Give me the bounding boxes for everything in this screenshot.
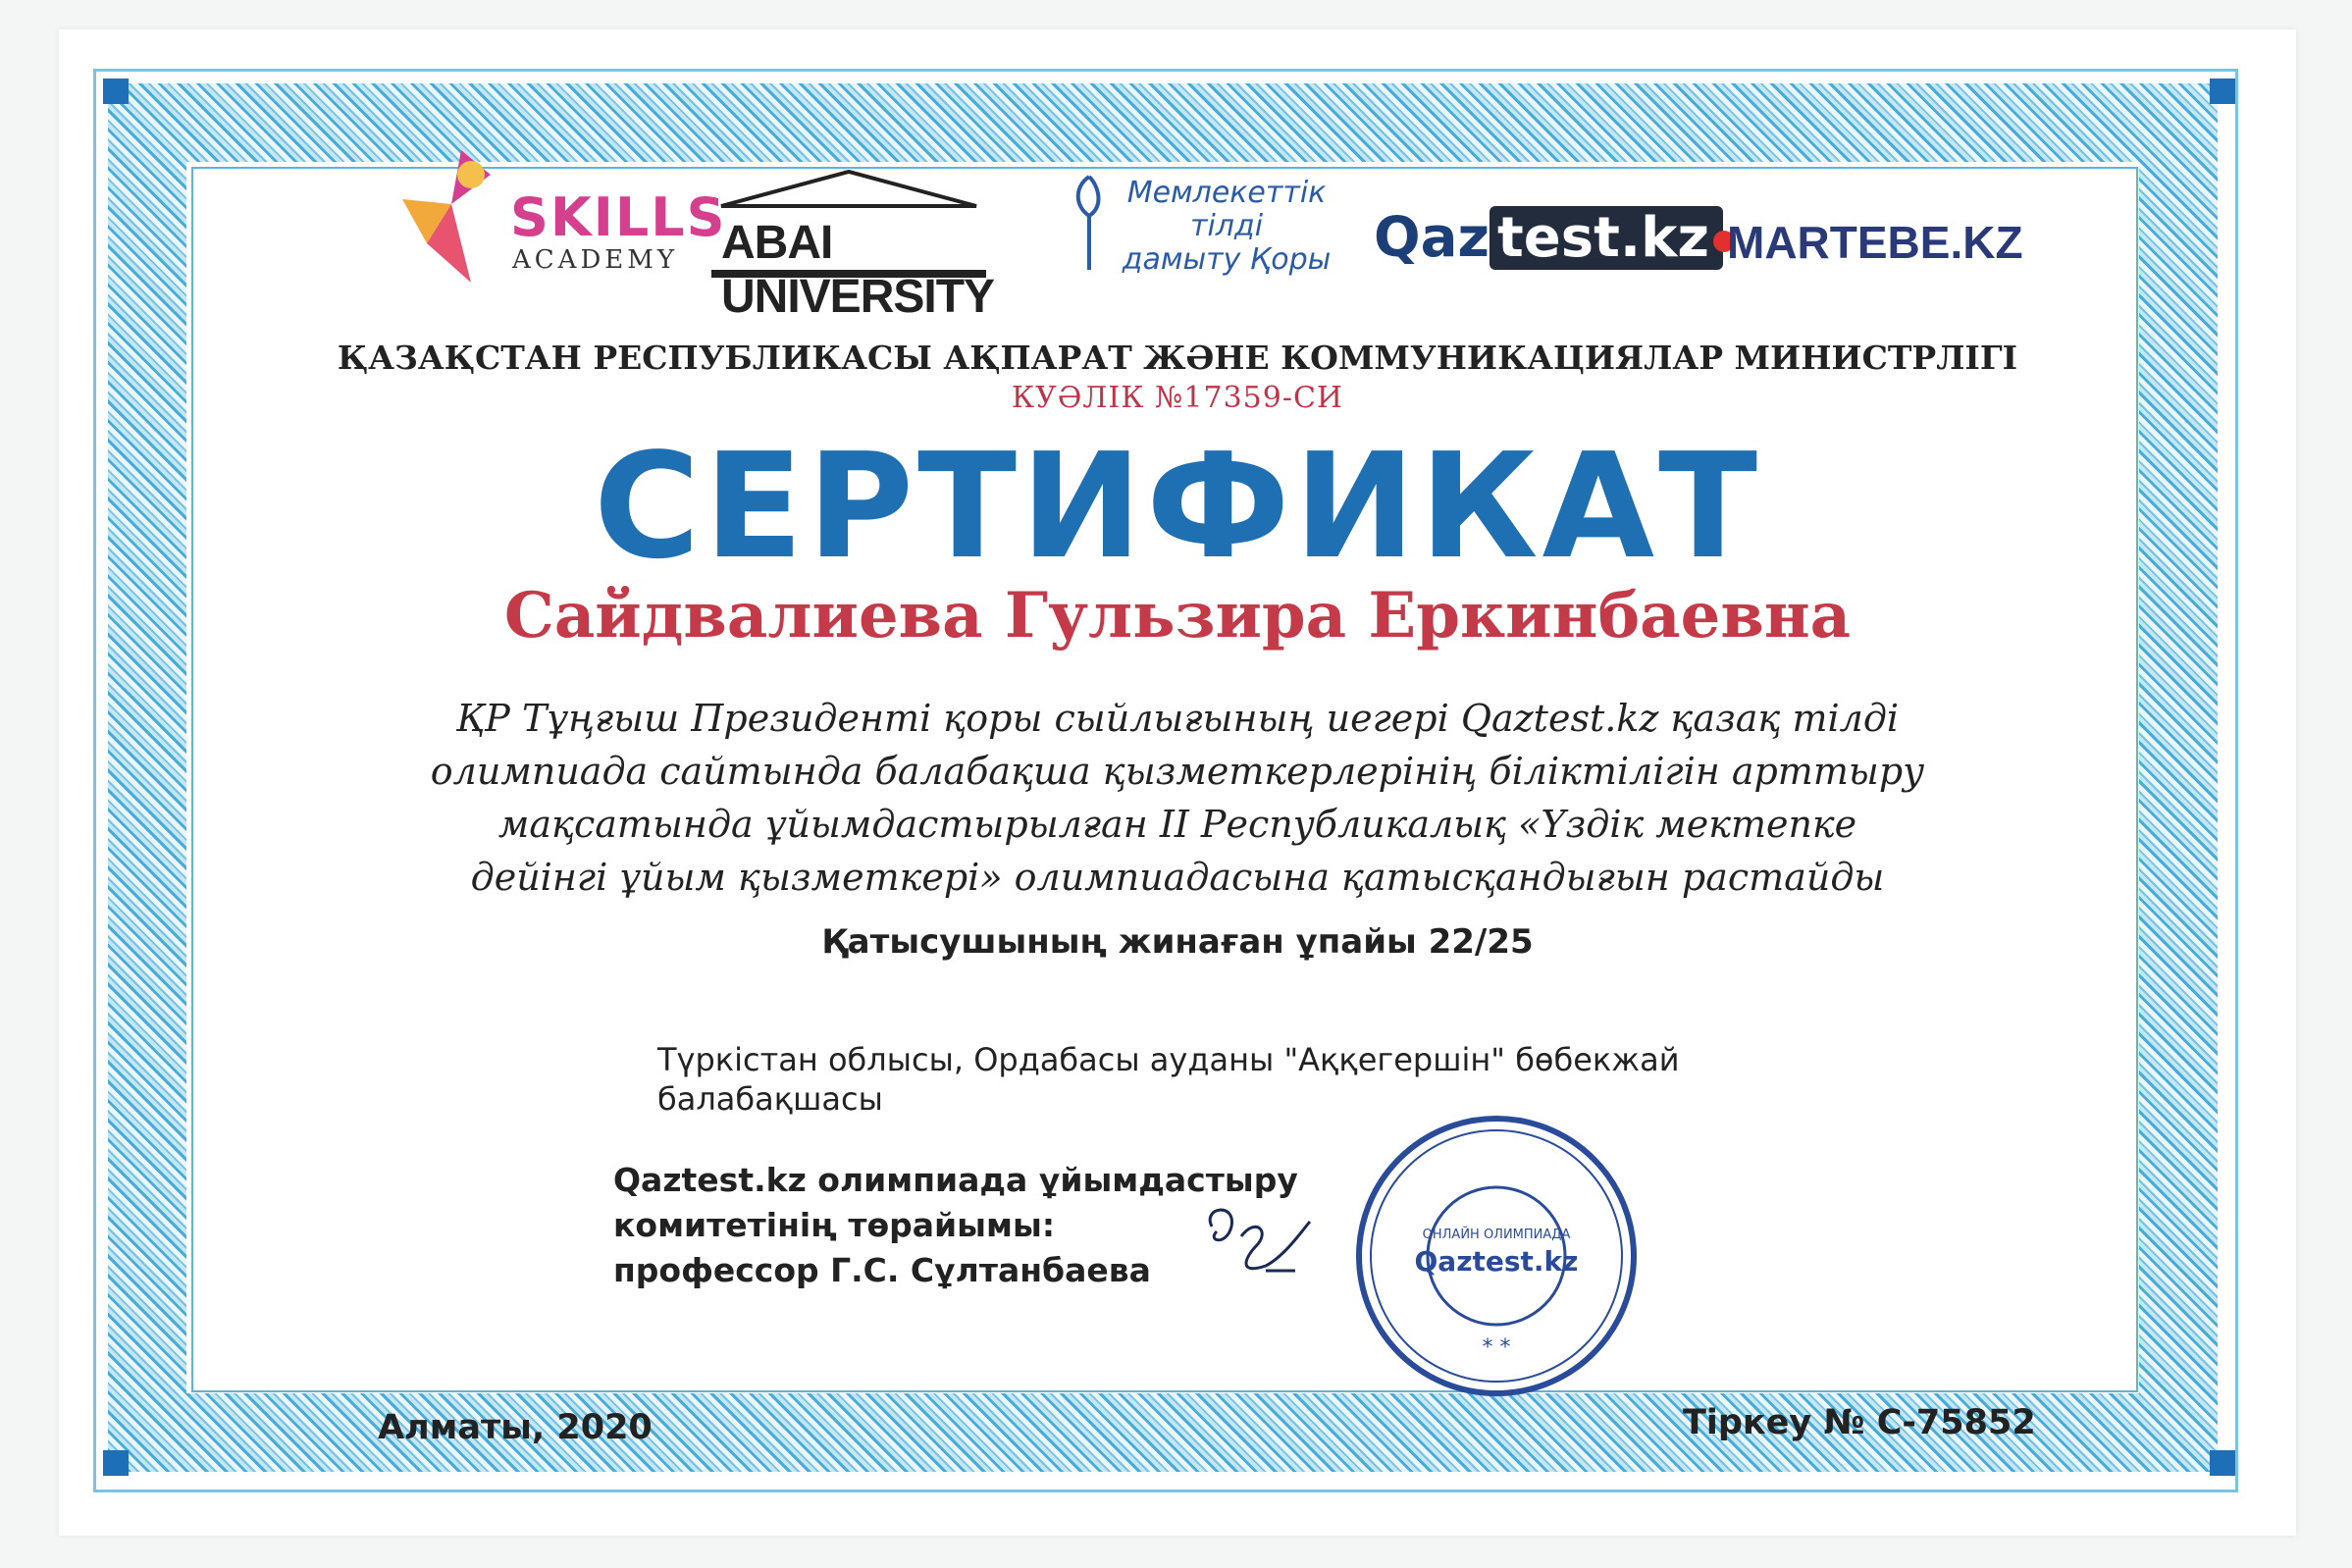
body-line: мақсатында ұйымдастырылған II Республикалық «Үздік мектепке — [497, 803, 1857, 846]
stamp-brand-text: Qaztest.kz — [1414, 1245, 1579, 1278]
skills-academy-title: SKILLS — [510, 186, 727, 248]
city-year: Алматы, 2020 — [378, 1408, 653, 1447]
skills-academy-logo — [392, 145, 500, 287]
qaztest-logo — [1374, 206, 1735, 270]
signature — [1197, 1197, 1325, 1295]
abai-university-logo — [702, 157, 996, 323]
qaztest-box: test.kz — [1490, 206, 1723, 270]
registration-number: Тіркеу № С-75852 — [1683, 1403, 2036, 1442]
organization-line: балабақшасы — [657, 1080, 883, 1118]
recipient-name: Сайдвалиева Гульзира Еркинбаевна — [503, 579, 1852, 653]
body-line: ҚР Тұңғыш Президенті қоры сыйлығының иегері Qaztest.kz қазақ тілді — [455, 697, 1900, 740]
abai-university-text: ABAI UNIVERSITY — [721, 217, 995, 323]
qaztest-prefix: Qaz — [1374, 206, 1490, 270]
skills-academy-subtitle: ACADEMY — [512, 245, 679, 275]
foundation-line: дамыту Қоры — [1122, 242, 1332, 277]
official-stamp — [1349, 1109, 1644, 1403]
certificate-body — [412, 692, 1943, 904]
certificate-title: СЕРТИФИКАТ — [593, 422, 1762, 591]
foundation-icon — [1070, 167, 1109, 275]
ministry-heading: ҚАЗАҚСТАН РЕСПУБЛИКАСЫ АҚПАРАТ ЖӘНЕ КОММУНИКАЦИЯЛАР МИНИСТРЛІГІ — [337, 339, 2018, 377]
body-line: дейінгі ұйым қызметкері» олимпиадасына қатысқандығын растайды — [470, 856, 1885, 899]
participant-score: Қатысушының жинаған ұпайы 22/25 — [821, 922, 1534, 962]
body-line: олимпиада сайтында балабақша қызметкерлерінің біліктілігін арттыру — [430, 750, 1925, 793]
committee-line: комитетінің төрайымы: — [613, 1206, 1056, 1244]
committee-line: Qaztest.kz олимпиада ұйымдастыру — [613, 1161, 1298, 1199]
license-number: КУӘЛІК №17359-СИ — [1011, 381, 1344, 415]
certificate-paper — [59, 29, 2296, 1536]
martebe-logo: MARTEBE.KZ — [1727, 217, 2023, 268]
organization-line: Түркістан облысы, Ордабасы ауданы "Аққегершін" бөбекжай — [657, 1041, 1680, 1078]
foundation-line: тілді — [1189, 209, 1264, 243]
foundation-line: Мемлекеттік — [1126, 176, 1327, 210]
star-icon: * * — [1482, 1335, 1511, 1360]
committee-line: профессор Г.С. Сұлтанбаева — [613, 1251, 1151, 1289]
stamp-top-text: ОНЛАЙН ОЛИМПИАДА — [1422, 1228, 1571, 1242]
organization — [657, 1040, 1835, 1119]
language-foundation-logo — [1099, 177, 1354, 277]
